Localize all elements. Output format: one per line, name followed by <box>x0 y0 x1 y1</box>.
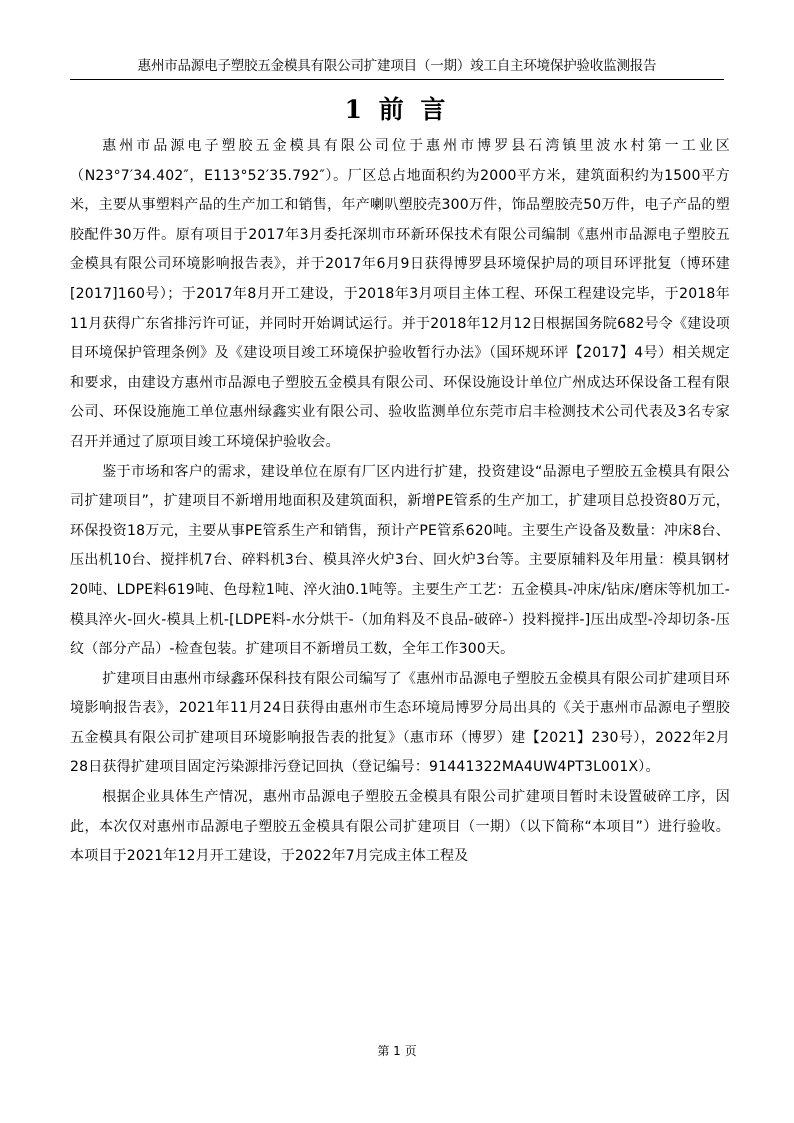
paragraph-scope: 根据企业具体生产情况，惠州市品源电子塑胶五金模具有限公司扩建项目暂时未设置破碎工序，因此，本次仅对惠州市品源电子塑胶五金模具有限公司扩建项目（一期）（以下简称“本项目”）进行验收。本项目于2021年12月开工建设，于2022年7月完成主体工程及 <box>70 789 730 865</box>
paragraph-approval: 扩建项目由惠州市绿鑫环保科技有限公司编写了《惠州市品源电子塑胶五金模具有限公司扩建项目环境影响报告表》，2021年11月24日获得由惠州市生态环境局博罗分局出具的《关于惠州市品源电子塑胶五金模具有限公司扩建项目环境影响报告表的批复》（惠市环（博罗）建【2021】230号），2022年2月28日获得扩建项目固定污染源排污登记回执（登记编号：91441322MA4UW4PT3L001X）。 <box>70 670 730 776</box>
section-title: 1 前 言 <box>344 95 450 124</box>
paragraph-background: 惠州市品源电子塑胶五金模具有限公司位于惠州市博罗县石湾镇里波水村第一工业区（N23°7′34.402″，E113°52′35.792″）。厂区总占地面积约为2000平方米，建筑面积约为1500平方米，主要从事塑料产品的生产加工和销售，年产喇叭塑胶壳300万件，饰品塑胶壳50万件，电子产品的塑胶配件30万件。原有项目于2017年3月委托深圳市环新环保技术有限公司编制《惠州市品源电子塑胶五金模具有限公司环境影响报告表》，并于2017年6月9日获得博罗县环境保护局的项目环评批复（博环建[2017]160号）；于2017年8月开工建设，于2018年3月项目主体工程、环保工程建设完毕，于2018年11月获得广东省排污许可证，并同时开始调试运行。并于2018年12月12日根据国务院682号令《建设项目环境保护管理条例》及《建设项目竣工环境保护验收暂行办法》（国环规环评【2017】4号）相关规定和要求，由建设方惠州市品源电子塑胶五金模具有限公司、环保设施设计单位广州成达环保设备工程有限公司、环保设施施工单位惠州绿鑫实业有限公司、验收监测单位东莞市启丰检测技术公司代表及3名专家召开并通过了原项目竣工环境保护验收会。 <box>70 138 730 450</box>
page-header: 惠州市品源电子塑胶五金模具有限公司扩建项目（一期）竣工自主环境保护验收监测报告 <box>137 58 657 74</box>
paragraph-expansion: 鉴于市场和客户的需求，建设单位在原有厂区内进行扩建，投资建设“品源电子塑胶五金模具有限公司扩建项目”，扩建项目不新增用地面积及建筑面积，新增PE管系的生产加工，扩建项目总投资80万元，环保投资18万元，主要从事PE管系生产和销售，预计产PE管系620吨。主要生产设备及数量：冲床8台、压出机10台、搅拌机7台、碎料机3台、模具淬火炉3台、回火炉3台等。主要原辅料及年用量：模具钢材20吨、LDPE料619吨、色母粒1吨、淬火油0.1吨等。主要生产工艺：五金模具-冲床/钻床/磨床等机加工-模具淬火-回火-模具上机-[LDPE料-水分烘干-（加角料及不良品-破碎-）投料搅拌-]压出成型-冷却切条-压纹（部分产品）-检查包装。扩建项目不新增员工数，全年工作300天。 <box>70 463 730 658</box>
page-number: 第 1 页 <box>377 1044 417 1058</box>
header-divider <box>70 79 724 80</box>
body-text <box>70 132 730 872</box>
